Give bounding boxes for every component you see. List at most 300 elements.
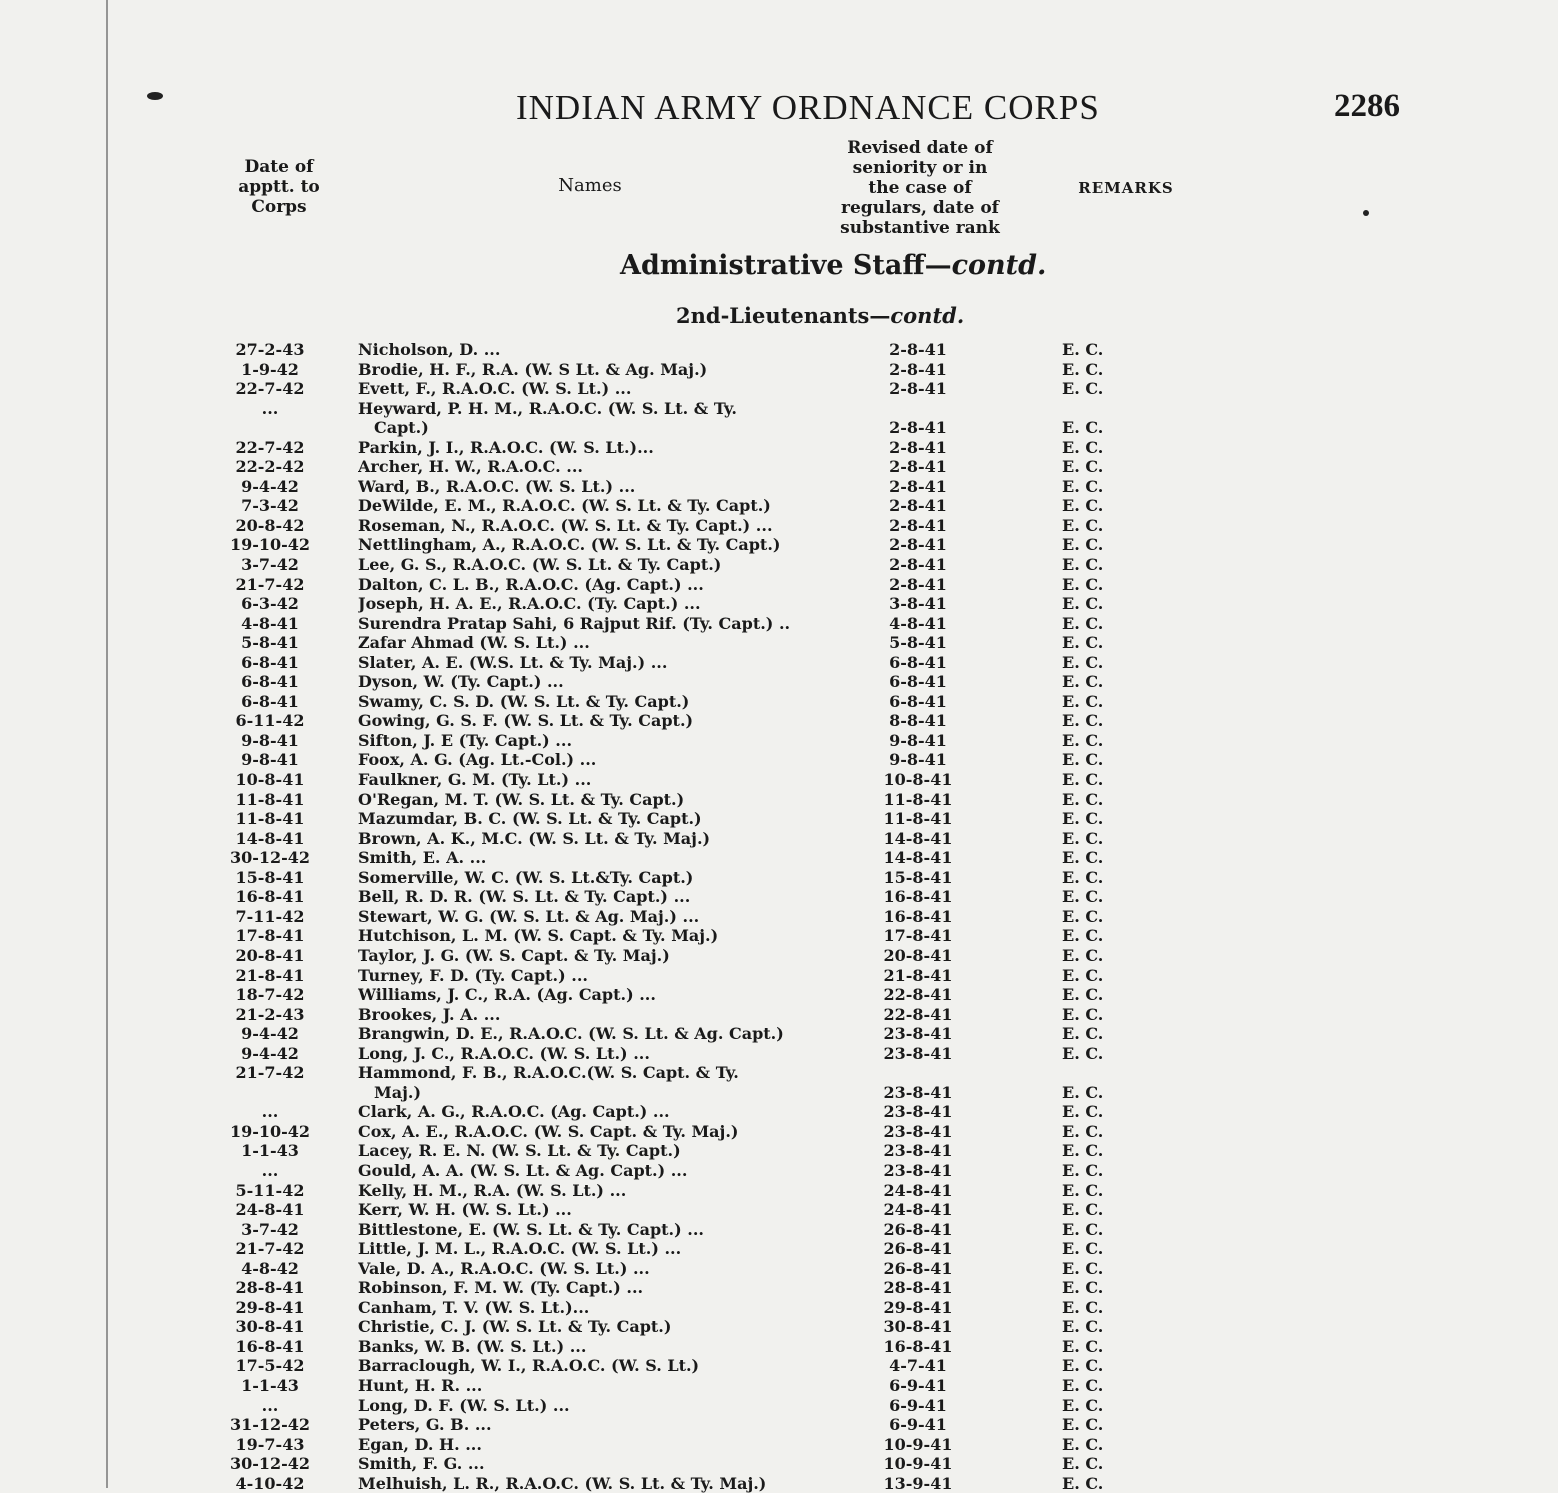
appointment-date: 4-8-42 xyxy=(241,1258,299,1278)
officer-name xyxy=(358,1122,863,1142)
remarks: E. C. xyxy=(1062,848,1104,868)
appointment-date: 1-1-43 xyxy=(241,1141,299,1161)
officer-name-text: Faulkner, G. M. (Ty. Lt.) ... xyxy=(358,770,592,790)
remarks: E. C. xyxy=(1062,1258,1104,1278)
officer-name-text: Sifton, J. E (Ty. Capt.) ... xyxy=(358,730,573,750)
appointment-date: 20-8-41 xyxy=(235,945,305,965)
seniority-date: 6-9-41 xyxy=(889,1375,947,1395)
officer-name-text: Long, J. C., R.A.O.C. (W. S. Lt.) ... xyxy=(358,1043,650,1063)
officer-name xyxy=(358,633,863,653)
appointment-date: 17-5-42 xyxy=(235,1356,305,1376)
officer-name-text: Ward, B., R.A.O.C. (W. S. Lt.) ... xyxy=(358,476,636,496)
seniority-date: 4-7-41 xyxy=(889,1356,947,1376)
seniority-date: 2-8-41 xyxy=(889,574,947,594)
table-row xyxy=(0,1024,1558,1044)
appointment-date: 6-8-41 xyxy=(241,652,299,672)
officer-name-text: Bell, R. D. R. (W. S. Lt. & Ty. Capt.) ... xyxy=(358,887,691,907)
appointment-date: 29-8-41 xyxy=(235,1297,305,1317)
remarks: E. C. xyxy=(1062,437,1104,457)
seniority-date: 17-8-41 xyxy=(883,926,953,946)
ink-speck xyxy=(1363,210,1369,216)
table-row xyxy=(0,496,1558,516)
officer-name xyxy=(358,496,863,516)
officer-name xyxy=(358,1259,863,1279)
seniority-date: 15-8-41 xyxy=(883,867,953,887)
table-row xyxy=(0,809,1558,829)
remarks: E. C. xyxy=(1062,652,1104,672)
officer-name xyxy=(358,1102,863,1122)
appointment-date: ... xyxy=(261,1160,279,1180)
seniority-date: 16-8-41 xyxy=(883,887,953,907)
remarks: E. C. xyxy=(1062,1082,1104,1102)
column-header-remarks: REMARKS xyxy=(1078,179,1174,197)
table-row xyxy=(0,360,1558,380)
table-row xyxy=(0,340,1558,360)
seniority-date: 6-8-41 xyxy=(889,691,947,711)
seniority-date: 23-8-41 xyxy=(883,1121,953,1141)
officer-name xyxy=(358,555,863,575)
officer-name xyxy=(358,887,863,907)
table-row xyxy=(0,653,1558,673)
appointment-date: 6-11-42 xyxy=(235,711,305,731)
remarks: E. C. xyxy=(1062,926,1104,946)
seniority-date: 10-9-41 xyxy=(883,1434,953,1454)
table-row xyxy=(0,1278,1558,1298)
table-row xyxy=(0,1181,1558,1201)
table-row xyxy=(0,1356,1558,1376)
remarks: E. C. xyxy=(1062,1473,1104,1493)
appointment-date: 19-10-42 xyxy=(229,1121,311,1141)
table-row xyxy=(0,555,1558,575)
officer-name-text: Dyson, W. (Ty. Capt.) ... xyxy=(358,672,564,692)
table-row xyxy=(0,1454,1558,1474)
appointment-date: 4-10-42 xyxy=(235,1473,305,1493)
seniority-date: 23-8-41 xyxy=(883,1160,953,1180)
remarks: E. C. xyxy=(1062,555,1104,575)
table-row xyxy=(0,438,1558,458)
seniority-date: 6-9-41 xyxy=(889,1415,947,1435)
appointment-date: 19-10-42 xyxy=(229,535,311,555)
officer-name xyxy=(358,379,863,399)
appointment-date: 9-8-41 xyxy=(241,750,299,770)
seniority-date: 14-8-41 xyxy=(883,848,953,868)
section-title: Administrative Staff—contd. xyxy=(620,250,1047,281)
table-row xyxy=(0,868,1558,888)
officer-name xyxy=(358,1474,863,1493)
officer-name-text: O'Regan, M. T. (W. S. Lt. & Ty. Capt.) xyxy=(358,789,685,809)
officer-name xyxy=(358,1181,863,1201)
seniority-date: 2-8-41 xyxy=(889,437,947,457)
officer-name-text: Banks, W. B. (W. S. Lt.) ... xyxy=(358,1336,587,1356)
officer-name-text: Archer, H. W., R.A.O.C. ... xyxy=(358,457,583,477)
subsection-title: 2nd-Lieutenants—contd. xyxy=(676,303,965,328)
appointment-date: 21-7-42 xyxy=(235,1239,305,1259)
officer-name xyxy=(358,790,863,810)
appointment-date: 30-8-41 xyxy=(235,1317,305,1337)
remarks: E. C. xyxy=(1062,1219,1104,1239)
officer-name-text: Nicholson, D. ... xyxy=(358,340,501,359)
officer-name-text: Bittlestone, E. (W. S. Lt. & Ty. Capt.) ... xyxy=(358,1219,704,1239)
officer-name xyxy=(358,438,863,458)
officer-name xyxy=(358,848,863,868)
appointment-date: 10-8-41 xyxy=(235,770,305,790)
seniority-date: 2-8-41 xyxy=(889,535,947,555)
officer-name xyxy=(358,594,863,614)
seniority-date: 2-8-41 xyxy=(889,555,947,575)
officer-name xyxy=(358,985,863,1005)
officer-name xyxy=(358,653,863,673)
remarks: E. C. xyxy=(1062,1297,1104,1317)
page-number: 2286 xyxy=(1334,88,1400,124)
table-row xyxy=(0,633,1558,653)
remarks: E. C. xyxy=(1062,1043,1104,1063)
appointment-date: 22-7-42 xyxy=(235,437,305,457)
officer-name-text: Christie, C. J. (W. S. Lt. & Ty. Capt.) xyxy=(358,1317,672,1337)
table-row xyxy=(0,1317,1558,1337)
officer-name xyxy=(358,1005,863,1025)
appointment-date: 19-7-43 xyxy=(235,1434,305,1454)
appointment-date: 1-9-42 xyxy=(241,359,299,379)
officer-name xyxy=(358,1454,863,1474)
appointment-date: 22-2-42 xyxy=(235,457,305,477)
officer-name-text: Brodie, H. F., R.A. (W. S Lt. & Ag. Maj.) xyxy=(358,359,708,379)
appointment-date: 3-7-42 xyxy=(241,555,299,575)
officer-name xyxy=(358,1376,863,1396)
appointment-date: 28-8-41 xyxy=(235,1278,305,1298)
officer-name-text: Egan, D. H. ... xyxy=(358,1434,482,1454)
remarks: E. C. xyxy=(1062,672,1104,692)
officer-name-text: Brookes, J. A. ... xyxy=(358,1004,501,1024)
officer-name xyxy=(358,535,863,555)
remarks: E. C. xyxy=(1062,1356,1104,1376)
section-title-text: Administrative Staff xyxy=(620,250,925,281)
officer-name xyxy=(358,1220,863,1240)
column-header-revised-date: Revised date of seniority or in the case of regulars, date of substantive rank xyxy=(840,138,1000,238)
seniority-date: 2-8-41 xyxy=(889,359,947,379)
remarks: E. C. xyxy=(1062,1024,1104,1044)
appointment-date: 1-1-43 xyxy=(241,1375,299,1395)
officer-name xyxy=(358,1278,863,1298)
ink-speck xyxy=(147,92,163,100)
appointment-date: 4-8-41 xyxy=(241,613,299,633)
officer-name-text: Smith, F. G. ... xyxy=(358,1454,485,1474)
appointment-date: 21-8-41 xyxy=(235,965,305,985)
officer-name-text: Somerville, W. C. (W. S. Lt.&Ty. Capt.) xyxy=(358,867,694,887)
seniority-date: 16-8-41 xyxy=(883,906,953,926)
appointment-date: 18-7-42 xyxy=(235,985,305,1005)
officer-name xyxy=(358,907,863,927)
officer-name xyxy=(358,1435,863,1455)
table-row xyxy=(0,379,1558,399)
remarks: E. C. xyxy=(1062,828,1104,848)
seniority-date: 6-8-41 xyxy=(889,652,947,672)
column-header-date: Date of apptt. to Corps xyxy=(238,157,320,217)
seniority-date: 2-8-41 xyxy=(889,476,947,496)
subsection-title-suffix: contd. xyxy=(890,303,965,328)
table-row xyxy=(0,1337,1558,1357)
seniority-date: 26-8-41 xyxy=(883,1239,953,1259)
remarks: E. C. xyxy=(1062,691,1104,711)
officer-name xyxy=(358,575,863,595)
appointment-date: 31-12-42 xyxy=(229,1415,311,1435)
officer-name xyxy=(358,711,863,731)
appointment-date: 30-12-42 xyxy=(229,848,311,868)
remarks: E. C. xyxy=(1062,1415,1104,1435)
officer-name-text: Stewart, W. G. (W. S. Lt. & Ag. Maj.) ... xyxy=(358,906,700,926)
officer-name xyxy=(358,1200,863,1220)
seniority-date: 23-8-41 xyxy=(883,1141,953,1161)
seniority-date: 3-8-41 xyxy=(889,594,947,614)
appointment-date: 27-2-43 xyxy=(235,340,305,359)
seniority-date: 2-8-41 xyxy=(889,496,947,516)
officer-name xyxy=(358,614,863,634)
table-row xyxy=(0,1474,1558,1493)
officer-name-text: Robinson, F. M. W. (Ty. Capt.) ... xyxy=(358,1278,644,1298)
remarks: E. C. xyxy=(1062,1180,1104,1200)
section-title-suffix: contd. xyxy=(951,250,1047,281)
appointment-date: 5-11-42 xyxy=(235,1180,305,1200)
table-row xyxy=(0,1239,1558,1259)
seniority-date: 30-8-41 xyxy=(883,1317,953,1337)
seniority-date: 9-8-41 xyxy=(889,750,947,770)
appointment-date: 9-4-42 xyxy=(241,1043,299,1063)
officer-name-continuation: Maj.) xyxy=(374,1082,422,1102)
seniority-date: 6-9-41 xyxy=(889,1395,947,1415)
table-row xyxy=(0,985,1558,1005)
officer-name-text: Joseph, H. A. E., R.A.O.C. (Ty. Capt.) ... xyxy=(358,594,701,614)
officer-name-text: Taylor, J. G. (W. S. Capt. & Ty. Maj.) xyxy=(358,945,670,965)
officer-name-text: Hutchison, L. M. (W. S. Capt. & Ty. Maj.) xyxy=(358,926,719,946)
remarks: E. C. xyxy=(1062,418,1104,438)
appointment-date: 17-8-41 xyxy=(235,926,305,946)
appointment-date: 15-8-41 xyxy=(235,867,305,887)
officer-name xyxy=(358,946,863,966)
officer-name-text: Kelly, H. M., R.A. (W. S. Lt.) ... xyxy=(358,1180,627,1200)
seniority-date: 2-8-41 xyxy=(889,379,947,399)
appointment-date: 30-12-42 xyxy=(229,1454,311,1474)
officer-name xyxy=(358,516,863,536)
officer-name-text: Slater, A. E. (W.S. Lt. & Ty. Maj.) ... xyxy=(358,652,668,672)
remarks: E. C. xyxy=(1062,359,1104,379)
officer-name xyxy=(358,1415,863,1435)
officer-name xyxy=(358,1298,863,1318)
remarks: E. C. xyxy=(1062,1336,1104,1356)
remarks: E. C. xyxy=(1062,613,1104,633)
seniority-date: 11-8-41 xyxy=(883,809,953,829)
seniority-date: 23-8-41 xyxy=(883,1024,953,1044)
page-title: INDIAN ARMY ORDNANCE CORPS xyxy=(516,88,1100,127)
officer-name-text: Roseman, N., R.A.O.C. (W. S. Lt. & Ty. Capt.) ... xyxy=(358,515,773,535)
officer-name xyxy=(358,750,863,770)
officer-name-text: Peters, G. B. ... xyxy=(358,1415,492,1435)
officer-name xyxy=(358,1356,863,1376)
table-row xyxy=(0,1200,1558,1220)
seniority-date: 21-8-41 xyxy=(883,965,953,985)
officer-name-text: Zafar Ahmad (W. S. Lt.) ... xyxy=(358,633,590,653)
seniority-date: 22-8-41 xyxy=(883,1004,953,1024)
officer-name xyxy=(358,1337,863,1357)
table-row xyxy=(0,399,1558,438)
table-row xyxy=(0,1141,1558,1161)
remarks: E. C. xyxy=(1062,574,1104,594)
appointment-date: 3-7-42 xyxy=(241,1219,299,1239)
seniority-date: 23-8-41 xyxy=(883,1102,953,1122)
column-header-names: Names xyxy=(558,175,622,196)
officer-name-text: Barraclough, W. I., R.A.O.C. (W. S. Lt.) xyxy=(358,1356,700,1376)
seniority-date: 2-8-41 xyxy=(889,340,947,359)
appointment-date: 7-11-42 xyxy=(235,906,305,926)
appointment-date: 6-8-41 xyxy=(241,672,299,692)
officer-name xyxy=(358,1161,863,1181)
officer-name-text: Parkin, J. I., R.A.O.C. (W. S. Lt.)... xyxy=(358,437,654,457)
appointment-date: 21-7-42 xyxy=(235,1063,305,1083)
remarks: E. C. xyxy=(1062,730,1104,750)
seniority-date: 28-8-41 xyxy=(883,1278,953,1298)
table-row xyxy=(0,1161,1558,1181)
remarks: E. C. xyxy=(1062,1160,1104,1180)
remarks: E. C. xyxy=(1062,711,1104,731)
appointment-date: 9-4-42 xyxy=(241,476,299,496)
officer-name xyxy=(358,399,863,438)
seniority-date: 13-9-41 xyxy=(883,1473,953,1493)
remarks: E. C. xyxy=(1062,1200,1104,1220)
remarks: E. C. xyxy=(1062,1239,1104,1259)
appointment-date: 21-7-42 xyxy=(235,574,305,594)
table-row xyxy=(0,926,1558,946)
appointment-date: 21-2-43 xyxy=(235,1004,305,1024)
seniority-date: 26-8-41 xyxy=(883,1258,953,1278)
table-row xyxy=(0,457,1558,477)
table-row xyxy=(0,848,1558,868)
appointment-date: 14-8-41 xyxy=(235,828,305,848)
table-row xyxy=(0,614,1558,634)
appointment-date: 5-8-41 xyxy=(241,633,299,653)
remarks: E. C. xyxy=(1062,789,1104,809)
remarks: E. C. xyxy=(1062,1278,1104,1298)
officer-name-text: Brown, A. K., M.C. (W. S. Lt. & Ty. Maj.) xyxy=(358,828,711,848)
table-row xyxy=(0,1122,1558,1142)
officer-name-text: Gowing, G. S. F. (W. S. Lt. & Ty. Capt.) xyxy=(358,711,694,731)
officer-name-text: Heyward, P. H. M., R.A.O.C. (W. S. Lt. & Ty. xyxy=(358,398,737,418)
officer-name-text: Canham, T. V. (W. S. Lt.)... xyxy=(358,1297,590,1317)
remarks: E. C. xyxy=(1062,1004,1104,1024)
officer-name-text: Evett, F., R.A.O.C. (W. S. Lt.) ... xyxy=(358,379,632,399)
table-row xyxy=(0,1396,1558,1416)
remarks: E. C. xyxy=(1062,1317,1104,1337)
appointment-date: 16-8-41 xyxy=(235,1336,305,1356)
officer-name-text: Kerr, W. H. (W. S. Lt.) ... xyxy=(358,1200,572,1220)
officer-name-text: Gould, A. A. (W. S. Lt. & Ag. Capt.) ... xyxy=(358,1160,688,1180)
officer-name xyxy=(358,692,863,712)
officer-name-text: Hunt, H. R. ... xyxy=(358,1375,483,1395)
officer-name xyxy=(358,1317,863,1337)
seniority-date: 24-8-41 xyxy=(883,1180,953,1200)
remarks: E. C. xyxy=(1062,1395,1104,1415)
officer-name xyxy=(358,672,863,692)
remarks: E. C. xyxy=(1062,985,1104,1005)
officer-name xyxy=(358,340,863,360)
officer-name xyxy=(358,457,863,477)
appointment-date: ... xyxy=(261,1395,279,1415)
officer-name-text: Cox, A. E., R.A.O.C. (W. S. Capt. & Ty. Maj.) xyxy=(358,1121,739,1141)
table-row xyxy=(0,692,1558,712)
officer-name-text: Smith, E. A. ... xyxy=(358,848,487,868)
seniority-date: 9-8-41 xyxy=(889,730,947,750)
remarks: E. C. xyxy=(1062,1375,1104,1395)
appointment-date: 16-8-41 xyxy=(235,887,305,907)
officer-name-text: Brangwin, D. E., R.A.O.C. (W. S. Lt. & Ag. Capt.) xyxy=(358,1024,784,1044)
officer-name-text: Dalton, C. L. B., R.A.O.C. (Ag. Capt.) ... xyxy=(358,574,704,594)
seniority-date: 8-8-41 xyxy=(889,711,947,731)
appointment-date: 7-3-42 xyxy=(241,496,299,516)
officer-name xyxy=(358,1063,863,1102)
remarks: E. C. xyxy=(1062,965,1104,985)
table-row xyxy=(0,946,1558,966)
officer-name-text: Long, D. F. (W. S. Lt.) ... xyxy=(358,1395,570,1415)
seniority-date: 2-8-41 xyxy=(889,457,947,477)
appointment-date: 20-8-42 xyxy=(235,515,305,535)
seniority-date: 2-8-41 xyxy=(889,418,947,438)
officer-name-text: DeWilde, E. M., R.A.O.C. (W. S. Lt. & Ty. Capt.) xyxy=(358,496,771,516)
officer-name xyxy=(358,477,863,497)
table-row xyxy=(0,477,1558,497)
remarks: E. C. xyxy=(1062,379,1104,399)
seniority-date: 24-8-41 xyxy=(883,1200,953,1220)
officer-name xyxy=(358,926,863,946)
appointment-date: 9-8-41 xyxy=(241,730,299,750)
seniority-date: 23-8-41 xyxy=(883,1043,953,1063)
seniority-date: 14-8-41 xyxy=(883,828,953,848)
table-row xyxy=(0,966,1558,986)
appointment-date: 6-3-42 xyxy=(241,594,299,614)
officer-name-continuation: Capt.) xyxy=(374,418,429,438)
appointment-date: 6-8-41 xyxy=(241,691,299,711)
officer-name-text: Lee, G. S., R.A.O.C. (W. S. Lt. & Ty. Capt.) xyxy=(358,555,722,575)
seniority-date: 20-8-41 xyxy=(883,945,953,965)
table-row xyxy=(0,750,1558,770)
table-row xyxy=(0,535,1558,555)
remarks: E. C. xyxy=(1062,1141,1104,1161)
seniority-date: 10-9-41 xyxy=(883,1454,953,1474)
appointment-date: 22-7-42 xyxy=(235,379,305,399)
remarks: E. C. xyxy=(1062,887,1104,907)
table-row xyxy=(0,829,1558,849)
seniority-date: 10-8-41 xyxy=(883,770,953,790)
seniority-date: 26-8-41 xyxy=(883,1219,953,1239)
remarks: E. C. xyxy=(1062,1102,1104,1122)
seniority-date: 22-8-41 xyxy=(883,985,953,1005)
officer-name-text: Williams, J. C., R.A. (Ag. Capt.) ... xyxy=(358,985,656,1005)
seniority-date: 6-8-41 xyxy=(889,672,947,692)
officer-name-text: Surendra Pratap Sahi, 6 Rajput Rif. (Ty. Capt.) .. xyxy=(358,613,791,633)
remarks: E. C. xyxy=(1062,906,1104,926)
seniority-date: 4-8-41 xyxy=(889,613,947,633)
table-row xyxy=(0,575,1558,595)
remarks: E. C. xyxy=(1062,633,1104,653)
officer-name-text: Clark, A. G., R.A.O.C. (Ag. Capt.) ... xyxy=(358,1102,670,1122)
officer-name-text: Nettlingham, A., R.A.O.C. (W. S. Lt. & Ty. Capt.) xyxy=(358,535,781,555)
remarks: E. C. xyxy=(1062,1121,1104,1141)
table-row xyxy=(0,711,1558,731)
appointment-date: 24-8-41 xyxy=(235,1200,305,1220)
seniority-date: 11-8-41 xyxy=(883,789,953,809)
table-row xyxy=(0,1063,1558,1102)
appointment-date: 11-8-41 xyxy=(235,809,305,829)
table-row xyxy=(0,1298,1558,1318)
remarks: E. C. xyxy=(1062,496,1104,516)
seniority-date: 29-8-41 xyxy=(883,1297,953,1317)
remarks: E. C. xyxy=(1062,1434,1104,1454)
